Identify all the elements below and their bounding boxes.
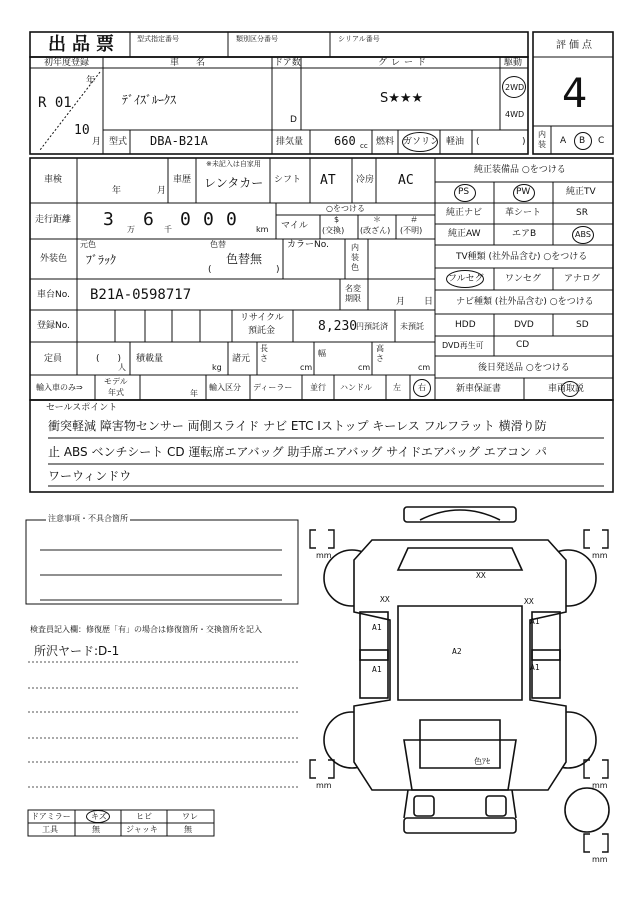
- model-year-label-2: 年式: [108, 388, 124, 397]
- height-label: 高さ: [376, 344, 384, 363]
- inspector-label: 検査員記入欄：修復歴「有」の場合は修復箇所・交換箇所を記入: [30, 625, 262, 634]
- door-letter: D: [290, 115, 297, 125]
- equip-ps: PS: [458, 187, 470, 197]
- acc-break: ワレ: [182, 812, 198, 821]
- drive-4wd: 4WD: [505, 110, 525, 119]
- model-label: 型式: [109, 137, 128, 147]
- recycle-label-2: 預託金: [248, 326, 276, 336]
- interior-a: A: [560, 136, 567, 146]
- color-no-label: カラーNo.: [287, 240, 329, 250]
- equip-abs: ABS: [575, 230, 591, 239]
- model-value: DBA-B21A: [150, 134, 208, 148]
- fuel-gasoline: ガソリン: [403, 137, 440, 147]
- acc-tools: 工具: [42, 825, 58, 834]
- equip-genuine-navi: 純正ナビ: [446, 208, 483, 218]
- sales-label: セールスポイント: [46, 403, 118, 413]
- load-unit: kg: [212, 363, 222, 372]
- equip-pw: PW: [516, 187, 531, 197]
- navi-sd: SD: [576, 320, 589, 330]
- dealer-label: ディーラー: [253, 383, 293, 392]
- displacement-label: 排気量: [276, 137, 304, 147]
- mileage-digit-3: 0: [180, 209, 191, 230]
- equip-genuine-tv: 純正TV: [566, 187, 596, 197]
- interior-c: C: [598, 136, 605, 146]
- mile-label: マイル: [281, 221, 308, 231]
- mileage-digit-5: 0: [226, 209, 237, 230]
- inspection-year-unit: 年: [112, 186, 122, 196]
- mark-door-rr: A1: [530, 663, 540, 672]
- equip-leather: 革シート: [505, 208, 542, 218]
- acc-jack: ジャッキ: [126, 825, 158, 834]
- recycle-label-1: リサイクル: [240, 313, 284, 323]
- exchanged-label: (交換): [322, 226, 345, 235]
- drive-label: 駆動: [504, 58, 523, 68]
- acc-jack-value: 無: [184, 825, 192, 834]
- mileage-circle-hint: ○をつける: [326, 204, 365, 213]
- tv-header: TV種類 (社外品含む) ○をつける: [456, 252, 588, 262]
- tv-analog: アナログ: [564, 274, 601, 284]
- import-type-label: 輸入区分: [209, 383, 241, 392]
- acc-crack: ヒビ: [136, 812, 152, 821]
- mark-door-fl: A1: [372, 623, 382, 632]
- mark-roof: A2: [452, 647, 462, 656]
- year-unit: 年: [86, 76, 96, 86]
- orig-color-value: ﾌﾞﾗｯｸ: [86, 253, 117, 267]
- grade-value: S★★★: [380, 91, 424, 106]
- sales-line-3: ワーウィンドウ: [48, 469, 132, 483]
- reg-no-label: 登録No.: [37, 321, 70, 331]
- load-label: 積載量: [136, 354, 164, 364]
- unknown-label: (不明): [400, 226, 423, 235]
- later-warranty: 新車保証書: [456, 384, 502, 394]
- shift-value: AT: [320, 173, 336, 188]
- man-unit: 万: [127, 225, 135, 234]
- dollar-mark: $: [334, 215, 340, 224]
- name-change-month: 月: [396, 297, 406, 307]
- first-reg-label: 初年度登録: [44, 58, 90, 68]
- mark-door-fr: A1: [530, 617, 540, 626]
- later-header: 後日発送品 ○をつける: [478, 363, 570, 373]
- inspector-note: 所沢ヤード:D-1: [34, 644, 120, 658]
- serial-label: シリアル番号: [338, 35, 380, 43]
- tv-oneseg: ワンセグ: [505, 274, 542, 284]
- form-title: 出品票: [48, 34, 120, 55]
- fuel-diesel: 軽油: [446, 137, 465, 147]
- length-unit: cm: [300, 363, 313, 372]
- fuel-paren-close: ): [522, 137, 526, 147]
- navi-hdd: HDD: [455, 320, 476, 330]
- sales-line-1: 衝突軽減 障害物センサー 両側スライド ナビ ETC Iストップ キーレス フルフラット 横滑り防: [48, 419, 547, 433]
- rating-label: 評価点: [556, 40, 595, 51]
- grade-label: グレード: [378, 58, 431, 68]
- car-diagram: [324, 507, 609, 833]
- mark-rear: 色ｱｾ: [474, 757, 490, 766]
- exterior-color-label: 外装色: [40, 254, 68, 264]
- month-unit: 月: [92, 137, 102, 147]
- navi-dvd: DVD: [514, 320, 534, 330]
- interior-color-label: 内装色: [351, 243, 359, 272]
- dims-label: 諸元: [232, 354, 251, 364]
- shift-label: シフト: [274, 175, 302, 185]
- right-label: 右: [418, 383, 426, 392]
- mm-spare: mm: [592, 855, 608, 864]
- history-value: レンタカー: [204, 176, 264, 190]
- repaint-label: 色替: [210, 240, 226, 249]
- mark-front-right: XX: [524, 597, 534, 606]
- navi-header: ナビ種類 (社外品含む) ○をつける: [456, 297, 594, 307]
- sen-unit: 千: [164, 225, 172, 234]
- inspection-month-unit: 月: [157, 186, 167, 196]
- acc-door-mirror: ドアミラー: [31, 812, 71, 821]
- name-change-day: 日: [424, 297, 434, 307]
- height-unit: cm: [418, 363, 431, 372]
- not-deposited: 未預託: [400, 322, 424, 331]
- interior-b: B: [579, 136, 586, 146]
- mileage-digit-4: 0: [203, 209, 214, 230]
- vehicle-name: ﾃﾞｲｽﾞﾙｰｸｽ: [122, 93, 177, 107]
- acc-tools-value: 無: [92, 825, 100, 834]
- vehicle-name-label: 車 名: [170, 58, 210, 68]
- displacement-unit: cc: [360, 142, 368, 150]
- mm-front-right: mm: [592, 551, 608, 560]
- displacement-value: 660: [334, 134, 356, 148]
- orig-color-label: 元色: [80, 240, 96, 249]
- chassis-label: 車台No.: [37, 290, 70, 300]
- star-mark: ＊: [373, 215, 381, 224]
- import-label: 輸入車のみ⇒: [36, 383, 83, 392]
- handle-label: ハンドル: [340, 383, 372, 392]
- capacity-unit: 人: [118, 363, 126, 372]
- doors-label: ドア数: [274, 58, 301, 68]
- recycle-value: 8,230: [318, 319, 358, 334]
- parallel-label: 並行: [310, 383, 326, 392]
- mm-rear-left: mm: [316, 781, 332, 790]
- mileage-label: 走行距離: [35, 215, 72, 225]
- mark-door-rl: A1: [372, 665, 382, 674]
- color-paren-close: ): [276, 265, 280, 275]
- mileage-digit-2: 6: [143, 209, 154, 230]
- drive-2wd: 2WD: [505, 83, 525, 92]
- caution-label: 注意事項・不具合箇所: [48, 514, 128, 523]
- ac-label: 冷房: [356, 175, 375, 185]
- mileage-digit-1: 3: [103, 209, 114, 230]
- repaint-value: 色替無: [226, 252, 263, 266]
- recycle-unit: 円預託済: [356, 322, 388, 331]
- reg-month: 10: [74, 123, 90, 138]
- history-label: 車歴: [173, 175, 192, 185]
- acc-scratch: キズ: [91, 812, 107, 821]
- ac-value: AC: [398, 173, 414, 188]
- inspection-label: 車検: [44, 175, 63, 185]
- mm-front-left: mm: [316, 551, 332, 560]
- capacity-label: 定員: [44, 354, 63, 364]
- length-label: 長さ: [260, 344, 268, 363]
- reg-era: R 01: [38, 95, 72, 111]
- mark-front-left: XX: [380, 595, 390, 604]
- equip-cd: CD: [516, 340, 530, 350]
- color-paren-open: (: [208, 265, 212, 275]
- name-change-label: 名変期限: [345, 284, 361, 303]
- fuel-label: 燃料: [376, 137, 395, 147]
- altered-label: (改ざん): [360, 226, 391, 235]
- chassis-value: B21A-0598717: [90, 287, 192, 303]
- width-label: 幅: [318, 349, 326, 358]
- mark-hood: XX: [476, 571, 486, 580]
- history-note: ※未記入は自家用: [206, 160, 261, 168]
- capacity-paren: ( ): [96, 354, 122, 364]
- model-code-label: 型式指定番号: [137, 35, 179, 43]
- genuine-header: 純正装備品 ○をつける: [474, 165, 566, 175]
- km-unit: km: [256, 225, 269, 234]
- model-year-unit: 年: [190, 389, 198, 398]
- interior-label: 内装: [538, 130, 546, 149]
- model-year-label-1: モデル: [104, 377, 128, 386]
- left-label: 左: [393, 383, 401, 392]
- dvd-playback: DVD再生可: [442, 341, 484, 350]
- hash-mark: ＃: [410, 215, 418, 224]
- width-unit: cm: [358, 363, 371, 372]
- later-manual: 車両取説: [548, 384, 585, 394]
- equip-genuine-aw: 純正AW: [448, 229, 481, 239]
- equip-sr: SR: [576, 208, 588, 218]
- category-label: 類別区分番号: [236, 35, 278, 43]
- fuel-paren-open: (: [476, 137, 480, 147]
- tv-fullseg: フルセグ: [448, 274, 484, 284]
- rating-value: 4: [562, 71, 588, 117]
- equip-airbag: エアB: [512, 229, 537, 239]
- sales-line-2: 止 ABS ベンチシート CD 運転席エアバッグ 助手席エアバッグ サイドエアバッグ エアコン パ: [48, 445, 547, 459]
- mm-rear-right: mm: [592, 781, 608, 790]
